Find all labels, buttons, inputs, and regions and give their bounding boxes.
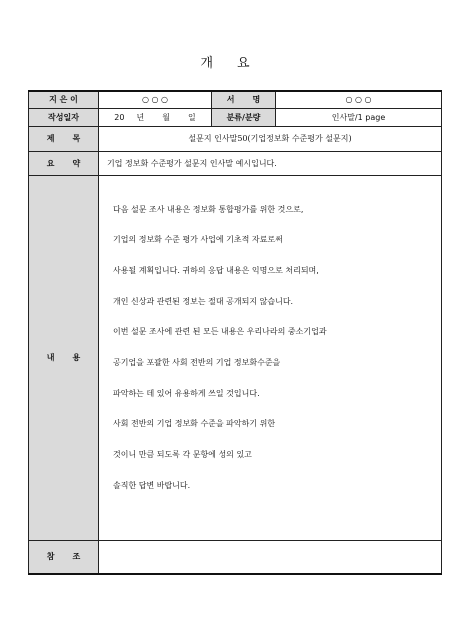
signature-value: ○ ○ ○ (276, 91, 442, 108)
content-row (29, 175, 442, 540)
subject-row (29, 126, 442, 151)
reference-label: 참 조 (29, 540, 99, 574)
date-value: 20 년 월 일 (99, 108, 212, 126)
content-body (99, 175, 442, 540)
author-value: ○ ○ ○ (99, 91, 212, 108)
signature-label: 서 명 (212, 91, 276, 108)
author-label: 지 은 이 (29, 91, 99, 108)
content-line: 솔직한 답변 바랍니다. (113, 480, 191, 490)
content-line: 기업의 정보화 수준 평가 사업에 기초적 자료로써 (113, 235, 283, 245)
content-line: 다음 설문 조사 내용은 정보화 통합평가를 위한 것으로, (113, 204, 304, 214)
reference-row (29, 540, 442, 574)
subject-value: 설문지 인사말50(기업정보화 수준평가 설문지) (99, 126, 442, 151)
author-row (29, 91, 442, 108)
content-line: 사회 전반의 기업 정보화 수준을 파악하기 위한 (113, 419, 276, 429)
title-char-2: 요 (237, 56, 250, 71)
category-label: 분류/분량 (212, 108, 276, 126)
category-value: 인사말/1 page (276, 108, 442, 126)
content-line: 파악하는 데 있어 유용하게 쓰일 것입니다. (113, 388, 260, 398)
page-title (0, 52, 450, 71)
content-label: 내 용 (29, 175, 99, 540)
content-line: 개인 신상과 관련된 정보는 절대 공개되지 않습니다. (113, 296, 294, 306)
content-line: 이번 설문 조사에 관련 된 모든 내용은 우리나라의 중소기업과 (113, 327, 327, 337)
document-form (28, 90, 442, 575)
content-line: 공기업을 포괄한 사회 전반의 기업 정보화수준을 (113, 357, 281, 367)
title-char-1: 개 (200, 56, 213, 71)
content-line: 사용될 계획입니다. 귀하의 응답 내용은 익명으로 처리되며, (113, 265, 319, 275)
subject-label: 제 목 (29, 126, 99, 151)
content-line: 것이니 만큼 되도록 각 문항에 성의 있고 (113, 450, 252, 459)
summary-row (29, 151, 442, 175)
date-label: 작성일자 (29, 108, 99, 126)
reference-value (99, 540, 442, 574)
summary-label: 요 약 (29, 151, 99, 175)
date-row (29, 108, 442, 126)
summary-value: 기업 정보화 수준평가 설문지 인사말 예시입니다. (99, 151, 442, 175)
